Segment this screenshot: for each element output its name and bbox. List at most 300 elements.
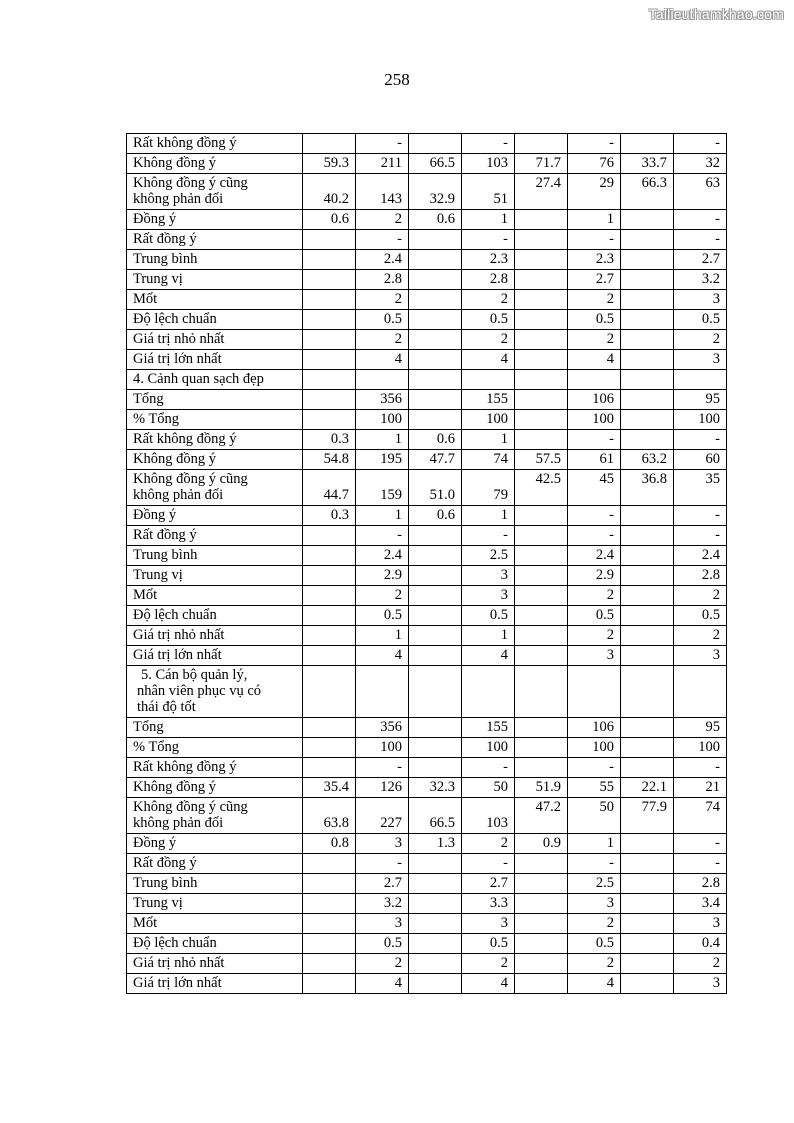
value-cell bbox=[515, 230, 568, 250]
row-label-line: không phản đối bbox=[133, 815, 224, 831]
value-cell: 2.5 bbox=[568, 874, 621, 894]
value-cell: 0.6 bbox=[303, 210, 356, 230]
value-cell: 100 bbox=[568, 738, 621, 758]
value-cell bbox=[409, 566, 462, 586]
value-cell: 2.7 bbox=[674, 250, 727, 270]
value-cell bbox=[515, 410, 568, 430]
table-row bbox=[127, 646, 727, 666]
value-cell bbox=[515, 606, 568, 626]
row-label-line: Không đồng ý cũng bbox=[133, 175, 248, 191]
value-cell: 35.4 bbox=[303, 778, 356, 798]
value-cell: 45 bbox=[568, 470, 621, 506]
value-cell: 36.8 bbox=[621, 470, 674, 506]
value-cell: 3.2 bbox=[356, 894, 409, 914]
row-label-line: Trung vị bbox=[133, 567, 183, 583]
value-cell bbox=[409, 546, 462, 566]
value-cell bbox=[303, 954, 356, 974]
value-cell bbox=[303, 350, 356, 370]
table-row bbox=[127, 834, 727, 854]
row-label bbox=[127, 154, 303, 174]
row-label-line: 5. Cán bộ quản lý, bbox=[141, 667, 248, 683]
value-cell bbox=[303, 666, 356, 718]
value-cell: 2 bbox=[462, 290, 515, 310]
row-label-line: Giá trị nhỏ nhất bbox=[133, 955, 225, 971]
value-cell bbox=[515, 874, 568, 894]
table-row bbox=[127, 230, 727, 250]
value-cell bbox=[409, 310, 462, 330]
value-cell: 2.8 bbox=[462, 270, 515, 290]
value-cell: - bbox=[674, 854, 727, 874]
value-cell: 0.5 bbox=[462, 310, 515, 330]
value-cell: 2.7 bbox=[462, 874, 515, 894]
value-cell bbox=[409, 646, 462, 666]
value-cell: 79 bbox=[462, 470, 515, 506]
value-cell: 32 bbox=[674, 154, 727, 174]
table-row bbox=[127, 758, 727, 778]
value-cell: - bbox=[356, 526, 409, 546]
value-cell: 21 bbox=[674, 778, 727, 798]
value-cell: 0.5 bbox=[674, 606, 727, 626]
value-cell bbox=[515, 894, 568, 914]
value-cell bbox=[303, 646, 356, 666]
value-cell: 2.5 bbox=[462, 546, 515, 566]
value-cell: 22.1 bbox=[621, 778, 674, 798]
value-cell: - bbox=[568, 526, 621, 546]
row-label-line: Trung vị bbox=[133, 895, 183, 911]
value-cell bbox=[515, 854, 568, 874]
value-cell bbox=[409, 894, 462, 914]
table-row bbox=[127, 606, 727, 626]
value-cell: 0.3 bbox=[303, 506, 356, 526]
row-label-line: Trung vị bbox=[133, 271, 183, 287]
value-cell: 63 bbox=[674, 174, 727, 210]
value-cell: 2.3 bbox=[462, 250, 515, 270]
value-cell bbox=[303, 854, 356, 874]
table-row bbox=[127, 350, 727, 370]
value-cell: - bbox=[462, 134, 515, 154]
value-cell bbox=[303, 230, 356, 250]
value-cell bbox=[303, 874, 356, 894]
value-cell bbox=[568, 666, 621, 718]
table-row bbox=[127, 778, 727, 798]
value-cell: 61 bbox=[568, 450, 621, 470]
value-cell bbox=[621, 854, 674, 874]
value-cell: 77.9 bbox=[621, 798, 674, 834]
value-cell: 1 bbox=[568, 210, 621, 230]
value-cell: 55 bbox=[568, 778, 621, 798]
value-cell: 66.5 bbox=[409, 798, 462, 834]
value-cell: 4 bbox=[356, 646, 409, 666]
value-cell bbox=[621, 914, 674, 934]
value-cell: 3 bbox=[674, 914, 727, 934]
row-label bbox=[127, 270, 303, 290]
value-cell: 2.4 bbox=[356, 250, 409, 270]
value-cell: 51.0 bbox=[409, 470, 462, 506]
value-cell bbox=[621, 934, 674, 954]
row-label-line: Độ lệch chuẩn bbox=[133, 311, 217, 327]
row-label bbox=[127, 526, 303, 546]
table-row bbox=[127, 450, 727, 470]
value-cell bbox=[621, 874, 674, 894]
value-cell: 159 bbox=[356, 470, 409, 506]
value-cell: 2 bbox=[462, 834, 515, 854]
table-row bbox=[127, 174, 727, 210]
row-label bbox=[127, 350, 303, 370]
value-cell: 4 bbox=[356, 350, 409, 370]
value-cell bbox=[515, 566, 568, 586]
value-cell: 2 bbox=[356, 330, 409, 350]
value-cell bbox=[621, 546, 674, 566]
value-cell: 60 bbox=[674, 450, 727, 470]
value-cell: 2 bbox=[568, 330, 621, 350]
value-cell bbox=[515, 506, 568, 526]
value-cell: 95 bbox=[674, 718, 727, 738]
value-cell: - bbox=[568, 854, 621, 874]
value-cell bbox=[621, 718, 674, 738]
value-cell: 3.3 bbox=[462, 894, 515, 914]
value-cell: 0.5 bbox=[356, 934, 409, 954]
row-label bbox=[127, 798, 303, 834]
row-label-line: Trung bình bbox=[133, 547, 198, 563]
value-cell bbox=[409, 270, 462, 290]
table-row bbox=[127, 798, 727, 834]
row-label-line: Độ lệch chuẩn bbox=[133, 607, 217, 623]
value-cell: 3 bbox=[462, 566, 515, 586]
row-label bbox=[127, 290, 303, 310]
value-cell: 4 bbox=[462, 646, 515, 666]
value-cell: 3 bbox=[462, 914, 515, 934]
table-row bbox=[127, 430, 727, 450]
value-cell bbox=[303, 250, 356, 270]
table-row bbox=[127, 410, 727, 430]
row-label-line: Giá trị nhỏ nhất bbox=[133, 331, 225, 347]
table-row bbox=[127, 134, 727, 154]
table-row bbox=[127, 154, 727, 174]
row-label bbox=[127, 250, 303, 270]
row-label bbox=[127, 666, 303, 718]
value-cell bbox=[303, 134, 356, 154]
value-cell: 103 bbox=[462, 798, 515, 834]
value-cell: 0.5 bbox=[568, 606, 621, 626]
row-label bbox=[127, 646, 303, 666]
row-label bbox=[127, 174, 303, 210]
value-cell: 126 bbox=[356, 778, 409, 798]
row-label-line: Mốt bbox=[133, 587, 158, 603]
value-cell: - bbox=[462, 854, 515, 874]
value-cell: 227 bbox=[356, 798, 409, 834]
value-cell: 3.2 bbox=[674, 270, 727, 290]
value-cell bbox=[303, 410, 356, 430]
row-label-line: Rất không đồng ý bbox=[133, 759, 237, 775]
value-cell: 1 bbox=[568, 834, 621, 854]
row-label-line: Mốt bbox=[133, 291, 158, 307]
value-cell bbox=[515, 290, 568, 310]
table-section-row bbox=[127, 666, 727, 718]
value-cell bbox=[621, 390, 674, 410]
table-row bbox=[127, 566, 727, 586]
value-cell bbox=[409, 626, 462, 646]
value-cell bbox=[409, 974, 462, 994]
value-cell: 2 bbox=[356, 586, 409, 606]
value-cell bbox=[303, 546, 356, 566]
value-cell: - bbox=[674, 210, 727, 230]
value-cell: 2 bbox=[356, 954, 409, 974]
value-cell: 4 bbox=[356, 974, 409, 994]
value-cell: 0.5 bbox=[568, 310, 621, 330]
row-label-line: Giá trị lớn nhất bbox=[133, 351, 222, 367]
value-cell bbox=[409, 330, 462, 350]
row-label-line: % Tổng bbox=[133, 739, 180, 755]
value-cell: 1 bbox=[356, 506, 409, 526]
row-label-line: Độ lệch chuẩn bbox=[133, 935, 217, 951]
value-cell: 1 bbox=[462, 626, 515, 646]
value-cell: 2.9 bbox=[568, 566, 621, 586]
table-row bbox=[127, 586, 727, 606]
row-label-line: Rất đồng ý bbox=[133, 527, 197, 543]
value-cell bbox=[621, 230, 674, 250]
row-label bbox=[127, 954, 303, 974]
value-cell: 100 bbox=[568, 410, 621, 430]
value-cell: 1 bbox=[462, 506, 515, 526]
value-cell: - bbox=[568, 758, 621, 778]
value-cell bbox=[621, 586, 674, 606]
value-cell bbox=[409, 874, 462, 894]
value-cell: 356 bbox=[356, 390, 409, 410]
value-cell bbox=[674, 666, 727, 718]
value-cell bbox=[303, 718, 356, 738]
value-cell: - bbox=[674, 506, 727, 526]
value-cell: 2 bbox=[674, 954, 727, 974]
value-cell: 3 bbox=[462, 586, 515, 606]
value-cell: 2.4 bbox=[674, 546, 727, 566]
value-cell: 27.4 bbox=[515, 174, 568, 210]
row-label bbox=[127, 626, 303, 646]
value-cell: 3 bbox=[356, 834, 409, 854]
value-cell bbox=[621, 974, 674, 994]
value-cell bbox=[303, 758, 356, 778]
value-cell: 100 bbox=[674, 410, 727, 430]
value-cell bbox=[303, 914, 356, 934]
row-label-line: Không đồng ý cũng bbox=[133, 799, 248, 815]
row-label-line: Rất không đồng ý bbox=[133, 135, 237, 151]
value-cell: 50 bbox=[462, 778, 515, 798]
value-cell bbox=[515, 586, 568, 606]
value-cell bbox=[515, 430, 568, 450]
value-cell bbox=[515, 646, 568, 666]
value-cell: 0.3 bbox=[303, 430, 356, 450]
value-cell: 0.5 bbox=[462, 934, 515, 954]
value-cell bbox=[515, 666, 568, 718]
statistics-table bbox=[126, 133, 727, 994]
table-row bbox=[127, 626, 727, 646]
value-cell bbox=[515, 350, 568, 370]
value-cell: 3 bbox=[568, 646, 621, 666]
value-cell: 3.4 bbox=[674, 894, 727, 914]
table-row bbox=[127, 718, 727, 738]
value-cell: 35 bbox=[674, 470, 727, 506]
value-cell: - bbox=[674, 758, 727, 778]
value-cell: 63.8 bbox=[303, 798, 356, 834]
value-cell bbox=[356, 666, 409, 718]
row-label-line: không phản đối bbox=[133, 191, 224, 207]
value-cell bbox=[356, 370, 409, 390]
value-cell bbox=[621, 646, 674, 666]
row-label bbox=[127, 606, 303, 626]
row-label bbox=[127, 230, 303, 250]
row-label-line: 4. Cảnh quan sạch đẹp bbox=[133, 371, 264, 387]
value-cell: 2 bbox=[568, 954, 621, 974]
table-row bbox=[127, 290, 727, 310]
value-cell: 76 bbox=[568, 154, 621, 174]
value-cell: 63.2 bbox=[621, 450, 674, 470]
row-label bbox=[127, 410, 303, 430]
row-label bbox=[127, 370, 303, 390]
row-label bbox=[127, 310, 303, 330]
value-cell bbox=[515, 546, 568, 566]
row-label-line: Rất không đồng ý bbox=[133, 431, 237, 447]
row-label-line: nhân viên phục vụ có bbox=[137, 683, 262, 699]
value-cell: 1 bbox=[462, 210, 515, 230]
table-row bbox=[127, 310, 727, 330]
value-cell: 4 bbox=[462, 350, 515, 370]
value-cell bbox=[515, 210, 568, 230]
value-cell bbox=[621, 954, 674, 974]
value-cell bbox=[409, 134, 462, 154]
row-label bbox=[127, 450, 303, 470]
value-cell: 0.6 bbox=[409, 506, 462, 526]
value-cell bbox=[515, 526, 568, 546]
value-cell: 51.9 bbox=[515, 778, 568, 798]
table-row bbox=[127, 526, 727, 546]
value-cell: 47.2 bbox=[515, 798, 568, 834]
value-cell bbox=[409, 526, 462, 546]
table-row bbox=[127, 210, 727, 230]
value-cell: 32.3 bbox=[409, 778, 462, 798]
value-cell bbox=[409, 290, 462, 310]
row-label bbox=[127, 586, 303, 606]
value-cell: 103 bbox=[462, 154, 515, 174]
value-cell bbox=[303, 606, 356, 626]
site-watermark: Tailieuthamkhao.com bbox=[648, 6, 784, 22]
row-label-line: % Tổng bbox=[133, 411, 180, 427]
value-cell bbox=[674, 370, 727, 390]
value-cell: 0.8 bbox=[303, 834, 356, 854]
value-cell: 95 bbox=[674, 390, 727, 410]
table-row bbox=[127, 506, 727, 526]
value-cell bbox=[515, 974, 568, 994]
row-label-line: Không đồng ý bbox=[133, 451, 216, 467]
table-section-row bbox=[127, 370, 727, 390]
row-label-line: Không đồng ý cũng bbox=[133, 471, 248, 487]
row-label-line: thái độ tốt bbox=[137, 699, 196, 715]
value-cell bbox=[409, 250, 462, 270]
value-cell: - bbox=[568, 430, 621, 450]
value-cell bbox=[303, 934, 356, 954]
value-cell: 2.4 bbox=[568, 546, 621, 566]
value-cell: 0.5 bbox=[568, 934, 621, 954]
row-label-line: Không đồng ý bbox=[133, 155, 216, 171]
value-cell bbox=[515, 914, 568, 934]
row-label bbox=[127, 566, 303, 586]
value-cell: 29 bbox=[568, 174, 621, 210]
value-cell: 1 bbox=[462, 430, 515, 450]
row-label-line: Đồng ý bbox=[133, 507, 177, 523]
value-cell: 100 bbox=[462, 738, 515, 758]
value-cell bbox=[409, 350, 462, 370]
value-cell: 155 bbox=[462, 718, 515, 738]
value-cell bbox=[409, 606, 462, 626]
table-row bbox=[127, 854, 727, 874]
value-cell: 2 bbox=[356, 290, 409, 310]
row-label-line: Giá trị nhỏ nhất bbox=[133, 627, 225, 643]
value-cell: - bbox=[674, 834, 727, 854]
value-cell: 195 bbox=[356, 450, 409, 470]
row-label bbox=[127, 854, 303, 874]
value-cell: - bbox=[568, 134, 621, 154]
value-cell bbox=[621, 210, 674, 230]
value-cell bbox=[409, 586, 462, 606]
value-cell: 47.7 bbox=[409, 450, 462, 470]
value-cell bbox=[515, 390, 568, 410]
value-cell bbox=[621, 894, 674, 914]
table-row bbox=[127, 914, 727, 934]
row-label bbox=[127, 974, 303, 994]
value-cell bbox=[621, 834, 674, 854]
table-row bbox=[127, 270, 727, 290]
value-cell bbox=[621, 290, 674, 310]
value-cell: 0.5 bbox=[674, 310, 727, 330]
row-label-line: Rất đồng ý bbox=[133, 855, 197, 871]
value-cell bbox=[515, 330, 568, 350]
value-cell bbox=[409, 666, 462, 718]
value-cell bbox=[462, 370, 515, 390]
value-cell bbox=[409, 718, 462, 738]
value-cell bbox=[621, 134, 674, 154]
value-cell bbox=[409, 390, 462, 410]
value-cell: 2.3 bbox=[568, 250, 621, 270]
value-cell: 59.3 bbox=[303, 154, 356, 174]
value-cell: 356 bbox=[356, 718, 409, 738]
page-number: 258 bbox=[384, 70, 410, 89]
value-cell: 2 bbox=[568, 914, 621, 934]
value-cell: 2 bbox=[674, 330, 727, 350]
value-cell: 44.7 bbox=[303, 470, 356, 506]
row-label-line: Trung bình bbox=[133, 875, 198, 891]
value-cell bbox=[621, 526, 674, 546]
value-cell: 2 bbox=[674, 626, 727, 646]
value-cell bbox=[621, 606, 674, 626]
value-cell bbox=[515, 370, 568, 390]
row-label bbox=[127, 758, 303, 778]
value-cell: 0.6 bbox=[409, 210, 462, 230]
value-cell: 1.3 bbox=[409, 834, 462, 854]
value-cell: 1 bbox=[356, 430, 409, 450]
value-cell bbox=[409, 410, 462, 430]
row-label bbox=[127, 470, 303, 506]
value-cell bbox=[409, 934, 462, 954]
table-row bbox=[127, 390, 727, 410]
row-label bbox=[127, 914, 303, 934]
row-label-line: không phản đối bbox=[133, 487, 224, 503]
table-row bbox=[127, 894, 727, 914]
row-label-line: Tổng bbox=[133, 719, 164, 735]
value-cell: 74 bbox=[674, 798, 727, 834]
value-cell: 155 bbox=[462, 390, 515, 410]
value-cell bbox=[303, 270, 356, 290]
row-label-line: Tổng bbox=[133, 391, 164, 407]
value-cell bbox=[621, 410, 674, 430]
value-cell: 3 bbox=[674, 350, 727, 370]
